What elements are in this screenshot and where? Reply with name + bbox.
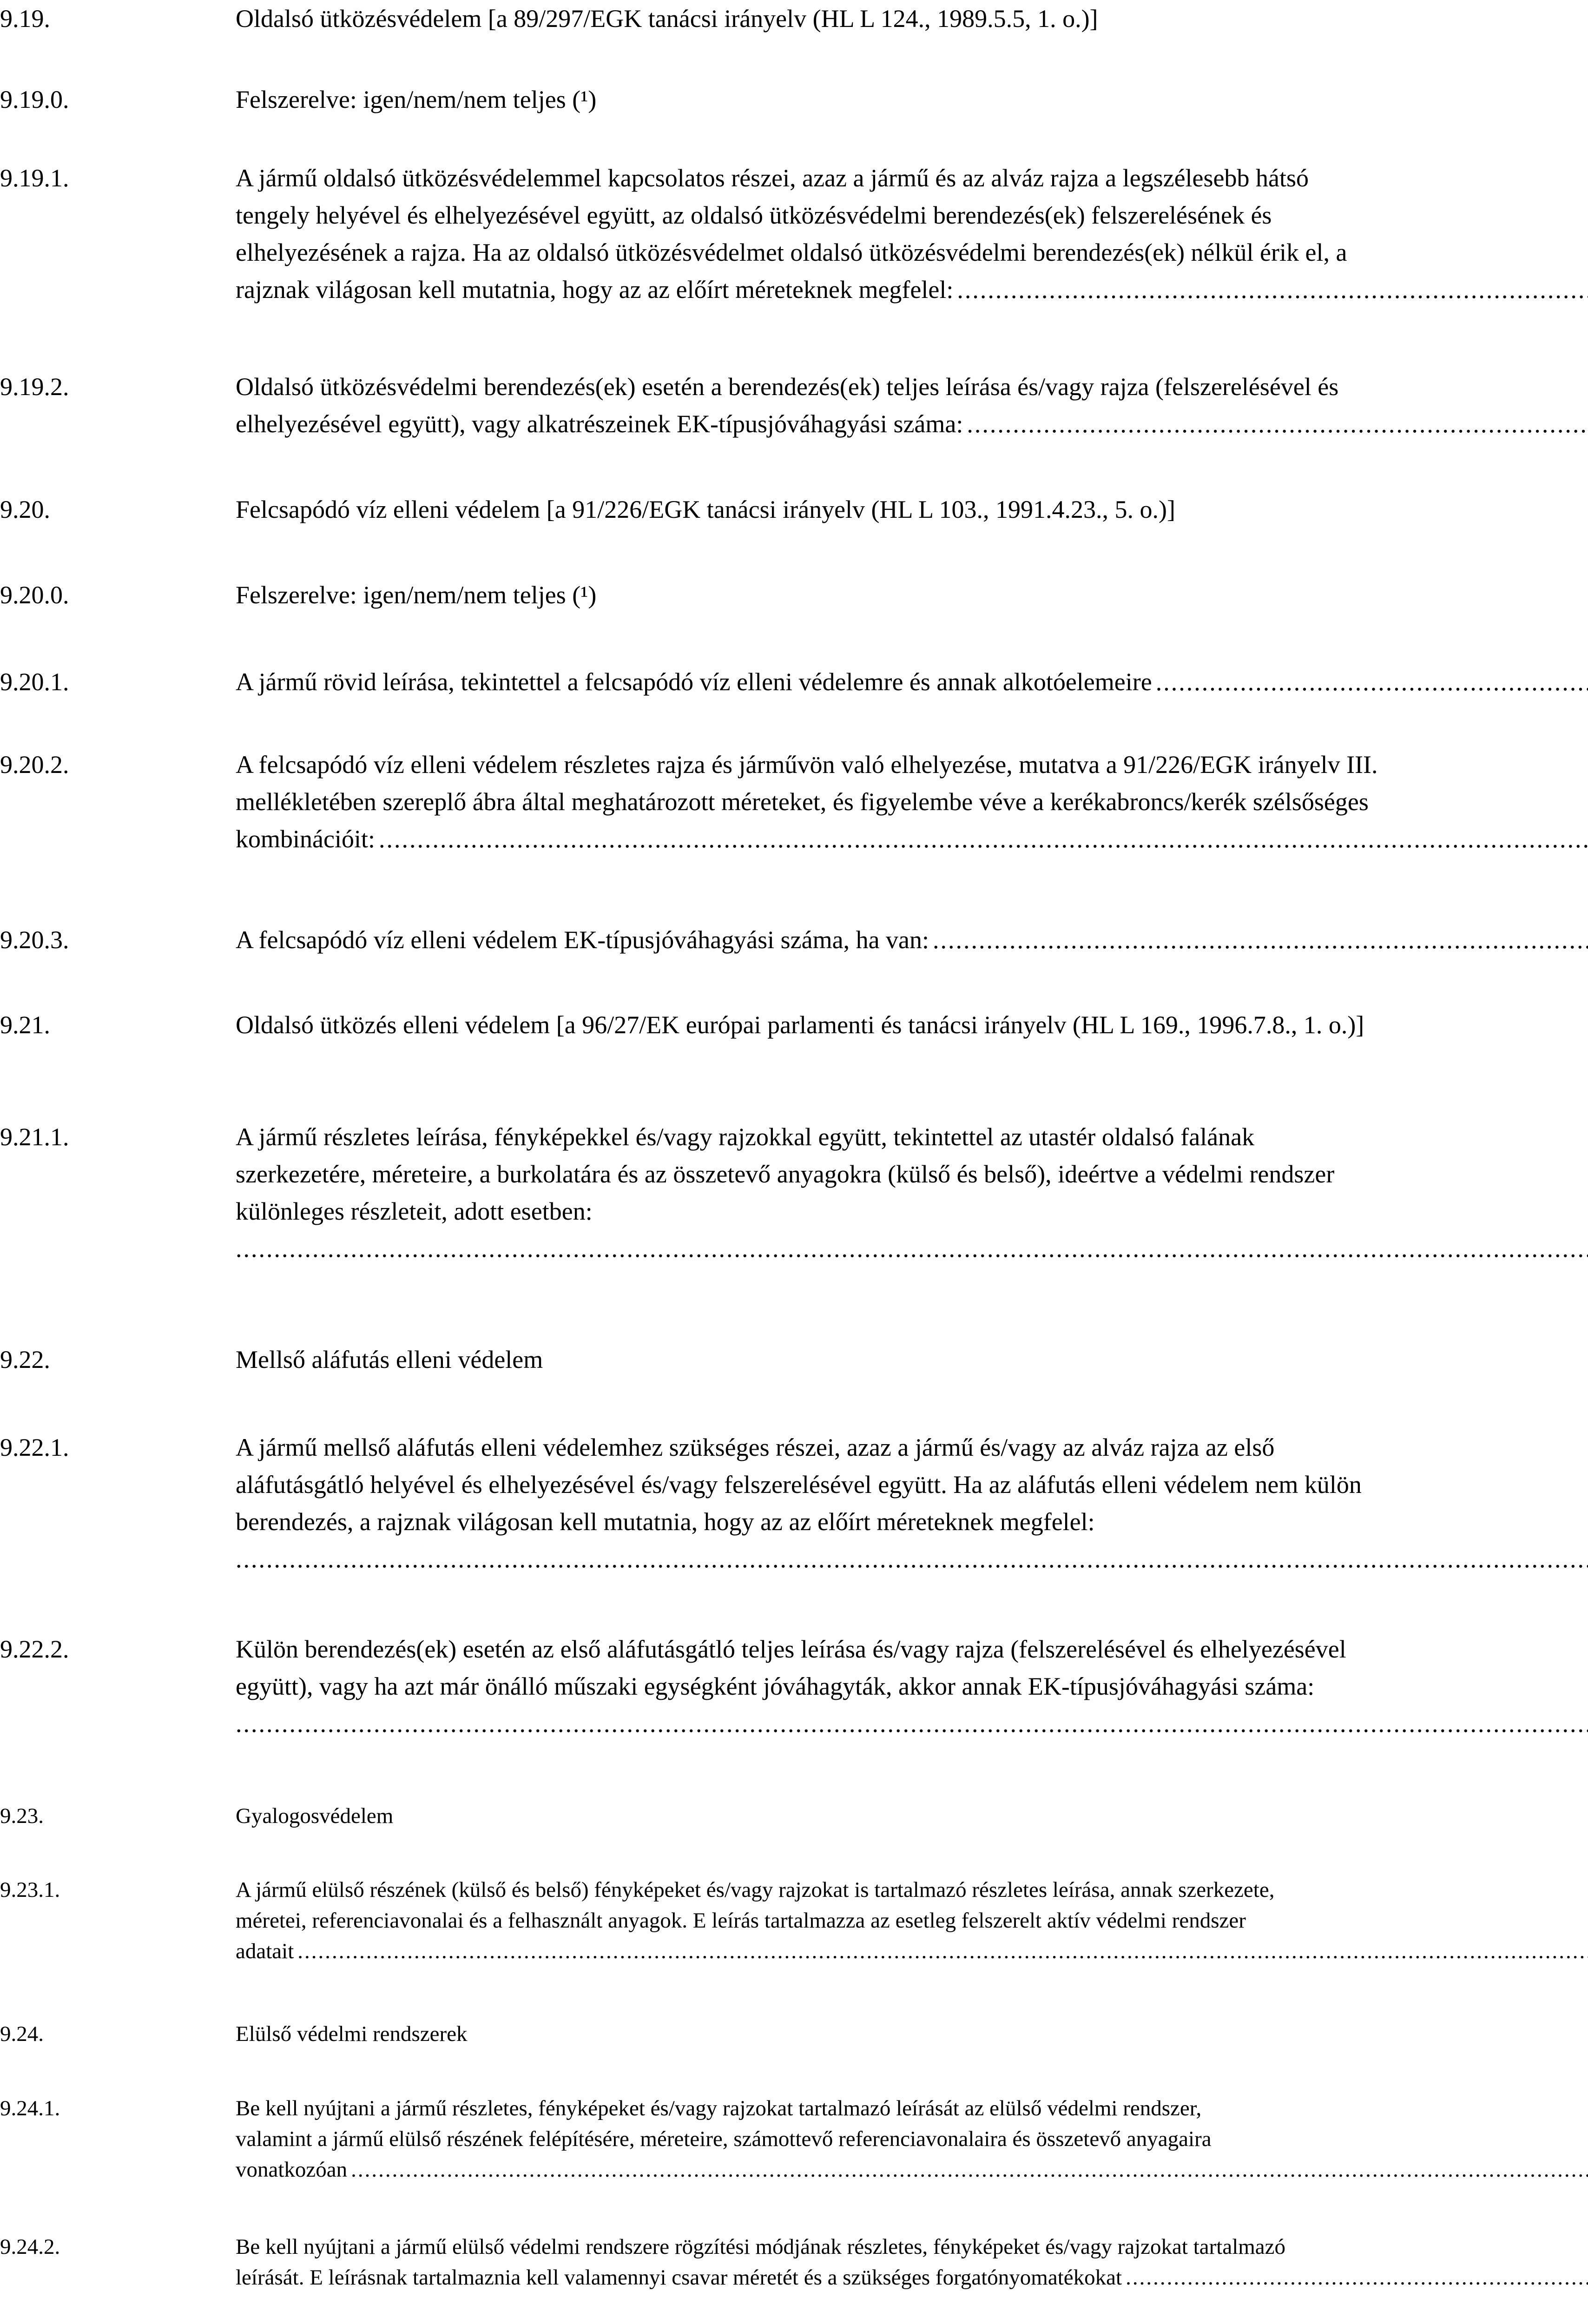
text-line: szerkezetére, méreteire, a burkolatára és az összetevő anyagokra (külső és belső), ideértve a védelmi rendszer <box>236 1160 1335 1188</box>
item-number: 9.19.0. <box>0 86 69 113</box>
text-line: aláfutásgátló helyével és elhelyezésével és/vagy felszerelésével együtt. Ha az aláfutás elleni védelem nem külön <box>236 1471 1362 1499</box>
text-line: valamint a jármű elülső részének felépítésére, méreteire, számottevő referenciavonalaira és összetevő anyagaira <box>236 2127 1212 2151</box>
item-text <box>236 368 1588 442</box>
item-number: 9.19.1. <box>0 164 69 192</box>
text-line: Be kell nyújtani a jármű részletes, fényképeket és/vagy rajzokat tartalmazó leírását az elülső védelmi rendszer, <box>236 2096 1202 2120</box>
text-line: vonatkozóan <box>236 2158 348 2182</box>
text-line: Gyalogosvédelem <box>236 1804 394 1828</box>
text-line: Felszerelve: igen/nem/nem teljes (¹) <box>236 86 597 113</box>
item-number: 9.24. <box>0 2022 44 2046</box>
text-line: Be kell nyújtani a jármű elülső védelmi rendszere rögzítési módjának részletes, fényképeket és/vagy rajzokat tartalmazó <box>236 2235 1286 2259</box>
text-line: Felcsapódó víz elleni védelem [a 91/226/EGK tanácsi irányelv (HL L 103., 1991.4.23., 5. o.)] <box>236 495 1175 523</box>
dotted-leader <box>1126 2262 1588 2293</box>
fill-in-line <box>236 820 1588 858</box>
dotted-leader <box>236 1230 1588 1267</box>
dotted-leader <box>967 405 1588 442</box>
dotted-leader <box>933 921 1588 958</box>
item-text <box>236 2093 1588 2185</box>
item-text <box>236 576 1588 614</box>
item-number: 9.19.2. <box>0 373 69 401</box>
dotted-leader <box>297 1936 1588 1967</box>
item-number: 9.19. <box>0 5 50 33</box>
item-number: 9.21.1. <box>0 1123 69 1151</box>
fill-in-line <box>236 405 1588 442</box>
item-text <box>236 921 1588 958</box>
fill-in-line <box>236 663 1588 700</box>
item-number: 9.20.3. <box>0 926 69 954</box>
dotted-leader <box>236 1705 1588 1742</box>
item-text <box>236 0 1588 37</box>
text-line: A felcsapódó víz elleni védelem részletes rajza és járművön való elhelyezése, mutatva a 91/226/EGK irányelv III. <box>236 751 1378 779</box>
text-line: Oldalsó ütközésvédelem [a 89/297/EGK tanácsi irányelv (HL L 124., 1989.5.5, 1. o.)] <box>236 5 1098 33</box>
text-line: kombinációit: <box>236 825 375 853</box>
text-line: együtt), vagy ha azt már önálló műszaki egységként jóváhagyták, akkor annak EK-típusjóváhagyási száma: <box>236 1672 1315 1700</box>
text-line: Mellső aláfutás elleni védelem <box>236 1346 543 1373</box>
text-line: különleges részleteit, adott esetben: <box>236 1197 593 1225</box>
text-line: A jármű mellső aláfutás elleni védelemhez szükséges részei, azaz a jármű és/vagy az alváz rajza az első <box>236 1433 1275 1461</box>
text-line: A jármű elülső részének (külső és belső) fényképeket és/vagy rajzokat is tartalmazó részletes leírása, annak szerkezete, <box>236 1878 1275 1902</box>
fill-in-line <box>236 921 1588 958</box>
text-line: berendezés, a rajznak világosan kell mutatnia, hogy az az előírt méreteknek megfelel: <box>236 1508 1095 1536</box>
item-text <box>236 1118 1588 1267</box>
text-line: A felcsapódó víz elleni védelem EK-típusjóváhagyási száma, ha van: <box>236 926 929 954</box>
dotted-leader <box>379 820 1588 858</box>
fill-in-line <box>236 1936 1588 1967</box>
text-line: elhelyezésének a rajza. Ha az oldalsó ütközésvédelmet oldalsó ütközésvédelmi berendezés(ek) nélkül érik el, a <box>236 238 1347 266</box>
item-text <box>236 1429 1588 1578</box>
item-number: 9.24.2. <box>0 2235 60 2259</box>
text-line: mellékletében szereplő ábra által meghatározott méreteket, és figyelembe véve a kerékabroncs/kerék szélsőséges <box>236 788 1369 816</box>
item-text <box>236 1631 1588 1742</box>
text-line: Oldalsó ütközésvédelmi berendezés(ek) esetén a berendezés(ek) teljes leírása és/vagy rajza (felszerelésével és <box>236 373 1339 401</box>
item-number: 9.22.1. <box>0 1433 69 1461</box>
item-text <box>236 491 1588 528</box>
item-text <box>236 159 1588 308</box>
text-line: méretei, referenciavonalai és a felhasznált anyagok. E leírás tartalmazza az esetleg felszerelt aktív védelmi rendszer <box>236 1908 1246 1933</box>
fill-in-line <box>236 271 1588 308</box>
text-line: elhelyezésével együtt), vagy alkatrészeinek EK-típusjóváhagyási száma: <box>236 410 963 438</box>
item-text <box>236 746 1588 858</box>
text-line: Külön berendezés(ek) esetén az első aláfutásgátló teljes leírása és/vagy rajza (felszerelésével és elhelyezésével <box>236 1635 1346 1663</box>
dotted-leader <box>957 271 1588 308</box>
item-text <box>236 81 1588 118</box>
item-text <box>236 2019 1588 2049</box>
text-line: Oldalsó ütközés elleni védelem [a 96/27/EK európai parlamenti és tanácsi irányelv (HL L 169., 1996.7.8., 1. o.)] <box>236 1011 1364 1039</box>
text-line: Elülső védelmi rendszerek <box>236 2022 468 2046</box>
item-number: 9.20.0. <box>0 581 69 609</box>
item-number: 9.24.1. <box>0 2096 60 2120</box>
fill-in-line <box>236 2154 1588 2185</box>
text-line: rajznak világosan kell mutatnia, hogy az az előírt méreteknek megfelel: <box>236 276 954 304</box>
fill-in-line <box>236 2262 1588 2293</box>
item-number: 9.20.2. <box>0 751 69 779</box>
text-line: adatait <box>236 1939 294 1963</box>
item-number: 9.22. <box>0 1346 50 1373</box>
dotted-leader <box>351 2154 1588 2185</box>
item-text <box>236 2232 1588 2293</box>
dotted-leader <box>236 1540 1588 1578</box>
item-text <box>236 1875 1588 1967</box>
item-number: 9.20. <box>0 495 50 523</box>
text-line: A jármű oldalsó ütközésvédelemmel kapcsolatos részei, azaz a jármű és az alváz rajza a legszélesebb hátsó <box>236 164 1309 192</box>
item-text <box>236 1006 1588 1043</box>
text-line: A jármű rövid leírása, tekintettel a felcsapódó víz elleni védelemre és annak alkotóelemeire <box>236 668 1152 696</box>
text-line: leírását. E leírásnak tartalmaznia kell valamennyi csavar méretét és a szükséges forgatónyomatékokat <box>236 2265 1122 2290</box>
item-number: 9.23. <box>0 1804 44 1828</box>
item-text <box>236 1801 1588 1831</box>
item-number: 9.23.1. <box>0 1878 60 1902</box>
item-number: 9.22.2. <box>0 1635 69 1663</box>
text-line: tengely helyével és elhelyezésével együtt, az oldalsó ütközésvédelmi berendezés(ek) felszerelésének és <box>236 201 1272 229</box>
text-line: Felszerelve: igen/nem/nem teljes (¹) <box>236 581 597 609</box>
item-number: 9.20.1. <box>0 668 69 696</box>
item-text <box>236 1341 1588 1378</box>
item-text <box>236 663 1588 700</box>
dotted-leader <box>1156 663 1588 700</box>
item-number: 9.21. <box>0 1011 50 1039</box>
text-line: A jármű részletes leírása, fényképekkel és/vagy rajzokkal együtt, tekintettel az utastér oldalsó falának <box>236 1123 1255 1151</box>
